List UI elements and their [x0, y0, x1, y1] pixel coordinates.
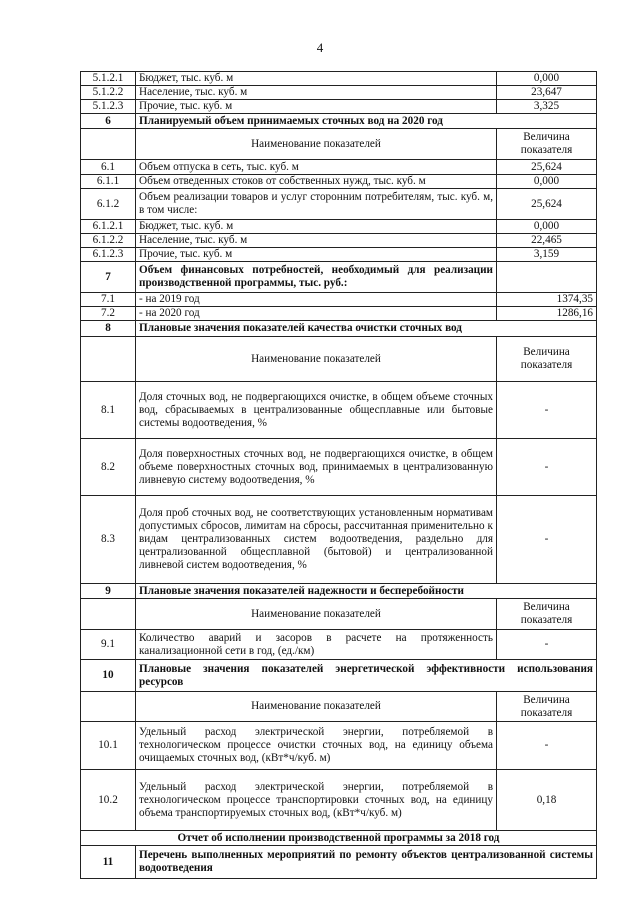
- header-indicator-value: Величина показателя: [497, 692, 597, 722]
- indicator-name: Доля поверхностных сточных вод, не подвергающихся очистке, в общем объеме поверхностных сточных вод, принимаемых в централизованную ливневую систему водоотведения, %: [136, 439, 497, 496]
- indicator-name: Удельный расход электрической энергии, потребляемой в технологическом процессе очистки сточных вод, на единицу объема очищаемых сточных вод, (кВт*ч/куб. м): [136, 722, 497, 770]
- header-empty: [81, 129, 136, 160]
- section-number: 8: [81, 321, 136, 337]
- row-number: 6.1.2: [81, 189, 136, 220]
- column-header-row: [81, 337, 597, 382]
- indicator-value: 1286,16: [497, 307, 597, 321]
- table-row: [81, 722, 597, 770]
- indicator-name: Прочие, тыс. куб. м: [136, 100, 497, 114]
- row-number: 5.1.2.2: [81, 86, 136, 100]
- indicator-name: Объем отпуска в сеть, тыс. куб. м: [136, 160, 497, 175]
- table-row: [81, 72, 597, 86]
- report-title: Отчет об исполнении производственной программы за 2018 год: [81, 831, 597, 846]
- table-row: [81, 496, 597, 584]
- section-row: [81, 660, 597, 692]
- indicator-name: Доля сточных вод, не подвергающихся очистке, в общем объеме сточных вод, сбрасываемых в централизованные общесплавные или бытовые системы водоотведения, %: [136, 382, 497, 439]
- header-indicator-value: Величина показателя: [497, 129, 597, 160]
- row-number: 7.1: [81, 293, 136, 307]
- row-number: 8.1: [81, 382, 136, 439]
- section-title: Объем финансовых потребностей, необходимый для реализации производственной программы, тыс. руб.:: [136, 262, 497, 293]
- row-number: 8.2: [81, 439, 136, 496]
- section-value: [497, 262, 597, 293]
- indicator-value: -: [497, 630, 597, 660]
- table-row: [81, 189, 597, 220]
- header-empty: [81, 599, 136, 630]
- table-row: [81, 630, 597, 660]
- table-row: [81, 86, 597, 100]
- indicator-name: - на 2019 год: [136, 293, 497, 307]
- row-number: 6.1.2.1: [81, 220, 136, 234]
- indicator-value: 1374,35: [497, 293, 597, 307]
- row-number: 7.2: [81, 307, 136, 321]
- indicator-name: Доля проб сточных вод, не соответствующих установленным нормативам допустимых сбросов, лимитам на сбросы, рассчитанная применительно к видам централизованных систем водоотведения, раздельно для централизованной общесплавной (бытовой) и централизованной ливневой систем водоотведения, %: [136, 496, 497, 584]
- table-row: [81, 439, 597, 496]
- indicator-name: Прочие, тыс. куб. м: [136, 248, 497, 262]
- indicator-name: - на 2020 год: [136, 307, 497, 321]
- section-row: [81, 114, 597, 129]
- indicator-value: 3,325: [497, 100, 597, 114]
- section-number: 11: [81, 846, 136, 879]
- indicator-value: 25,624: [497, 189, 597, 220]
- table-row: [81, 160, 597, 175]
- header-empty: [81, 692, 136, 722]
- section-number: 6: [81, 114, 136, 129]
- indicator-name: Объем отведенных стоков от собственных нужд, тыс. куб. м: [136, 175, 497, 189]
- row-number: 6.1.1: [81, 175, 136, 189]
- header-indicator-name: Наименование показателей: [136, 337, 497, 382]
- row-number: 5.1.2.1: [81, 72, 136, 86]
- indicator-value: 25,624: [497, 160, 597, 175]
- indicator-value: 3,159: [497, 248, 597, 262]
- indicator-name: Население, тыс. куб. м: [136, 234, 497, 248]
- column-header-row: [81, 692, 597, 722]
- row-number: 6.1.2.3: [81, 248, 136, 262]
- report-title-row: [81, 831, 597, 846]
- header-empty: [81, 337, 136, 382]
- header-indicator-name: Наименование показателей: [136, 599, 497, 630]
- section-title: Плановые значения показателей надежности и бесперебойности: [136, 584, 597, 599]
- page-number: 4: [316, 40, 324, 55]
- indicator-value: 23,647: [497, 86, 597, 100]
- indicator-value: 0,000: [497, 220, 597, 234]
- header-indicator-name: Наименование показателей: [136, 129, 497, 160]
- indicator-name: Удельный расход электрической энергии, потребляемой в технологическом процессе транспортировки сточных вод, на единицу объема транспортируемых сточных вод, (кВт*ч/куб. м): [136, 770, 497, 831]
- indicator-name: Количество аварий и засоров в расчете на протяженность канализационной сети в год, (ед./км): [136, 630, 497, 660]
- column-header-row: [81, 599, 597, 630]
- header-indicator-value: Величина показателя: [497, 337, 597, 382]
- indicator-name: Население, тыс. куб. м: [136, 86, 497, 100]
- indicator-value: -: [497, 722, 597, 770]
- column-header-row: [81, 129, 597, 160]
- indicator-name: Бюджет, тыс. куб. м: [136, 72, 497, 86]
- row-number: 6.1: [81, 160, 136, 175]
- table-row: [81, 293, 597, 307]
- row-number: 9.1: [81, 630, 136, 660]
- section-row: [81, 321, 597, 337]
- table-row: [81, 234, 597, 248]
- section-number: 10: [81, 660, 136, 692]
- section-number: 9: [81, 584, 136, 599]
- row-number: 8.3: [81, 496, 136, 584]
- table-row: [81, 175, 597, 189]
- row-number: 10.2: [81, 770, 136, 831]
- row-number: 5.1.2.3: [81, 100, 136, 114]
- indicator-value: -: [497, 382, 597, 439]
- header-indicator-value: Величина показателя: [497, 599, 597, 630]
- indicator-value: 22,465: [497, 234, 597, 248]
- table-row: [81, 248, 597, 262]
- section-number: 7: [81, 262, 136, 293]
- section-title: Плановые значения показателей энергетической эффективности использования ресурсов: [136, 660, 597, 692]
- table-row: [81, 100, 597, 114]
- indicator-value: 0,18: [497, 770, 597, 831]
- table-row: [81, 307, 597, 321]
- indicator-value: -: [497, 439, 597, 496]
- program-table: [80, 71, 597, 879]
- table-row: [81, 220, 597, 234]
- indicator-value: -: [497, 496, 597, 584]
- section-title: Перечень выполненных мероприятий по ремонту объектов централизованной системы водоотведения: [136, 846, 597, 879]
- row-number: 6.1.2.2: [81, 234, 136, 248]
- section-row: [81, 846, 597, 879]
- section-row: [81, 262, 597, 293]
- table-row: [81, 770, 597, 831]
- indicator-name: Объем реализации товаров и услуг сторонним потребителям, тыс. куб. м, в том числе:: [136, 189, 497, 220]
- indicator-name: Бюджет, тыс. куб. м: [136, 220, 497, 234]
- row-number: 10.1: [81, 722, 136, 770]
- indicator-value: 0,000: [497, 175, 597, 189]
- section-title: Плановые значения показателей качества очистки сточных вод: [136, 321, 597, 337]
- table-row: [81, 382, 597, 439]
- section-row: [81, 584, 597, 599]
- indicator-value: 0,000: [497, 72, 597, 86]
- section-title: Планируемый объем принимаемых сточных вод на 2020 год: [136, 114, 597, 129]
- header-indicator-name: Наименование показателей: [136, 692, 497, 722]
